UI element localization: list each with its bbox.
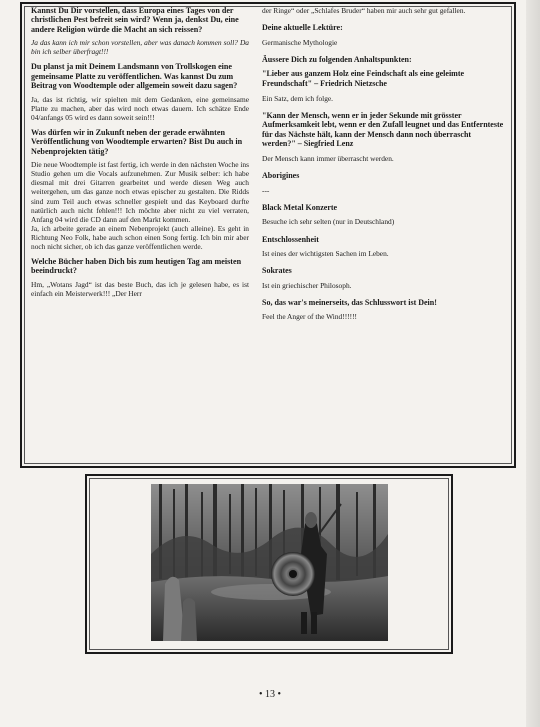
question: Deine aktuelle Lektüre: xyxy=(262,23,343,33)
answer: der Ringe“ oder „Schlafes Bruder“ haben mir auch sehr gut gefallen. xyxy=(262,6,466,15)
page-number: • 13 • xyxy=(258,689,281,700)
answer: Ja das kann ich mir schon vorstellen, aber was danach kommen soll? Da bin ich selber überfragt!!! xyxy=(31,38,249,57)
answer: Hm, „Wotans Jagd“ ist das beste Buch, das ich je gelesen habe, es ist einfach ein Meisterwerk!!! „Der Herr xyxy=(31,279,249,298)
quote: "Lieber aus ganzem Holz eine Feindschaft als eine geleimte Freundschaft" – Friedrich Nietzsche xyxy=(262,69,465,88)
question: Du planst ja mit Deinem Landsmann von Trollskogen eine gemeinsame Platte zu veröffentlichen. Was kannst Du zum Beitrag von Woodtemple oder allgemein soweit dazu sagen? xyxy=(31,62,238,91)
answer: Germanische Mythologie xyxy=(262,37,338,47)
answer: --- xyxy=(262,185,270,195)
quote: "Kann der Mensch, wenn er in jeder Sekunde mit grösster Aufmerksamkeit lebt, wenn er den Zufall leugnet und das Entfernteste für das Nächste hält, kann der Mensch dann noch überrascht werden?" – Siegfried Lenz xyxy=(262,110,504,149)
answer: Feel the Anger of the Wind!!!!!! xyxy=(262,312,357,322)
answer: Der Mensch kann immer überrascht werden. xyxy=(262,154,394,164)
right-column xyxy=(262,6,506,330)
page-edge xyxy=(526,0,540,727)
answer: Ein Satz, dem ich folge. xyxy=(262,93,334,103)
question: Äussere Dich zu folgenden Anhaltspunkten: xyxy=(262,54,412,64)
answer: Ja, das ist richtig, wir spielten mit dem Gedanken, eine gemeinsame Platte zu machen, aber das wird noch etwas dauern. Ich schätze Ende 04/anfangs 05 wird es dann soweit sein!!! xyxy=(31,94,249,122)
answer: Besuche ich sehr selten (nur in Deutschland) xyxy=(262,217,395,227)
question: Sokrates xyxy=(262,266,292,276)
question: Kannst Du Dir vorstellen, dass Europa eines Tages von der christlichen Pest befreit sein wird? Wenn ja, denkst Du, eine andere Religion würde die Macht an sich reissen? xyxy=(31,6,239,34)
question: Entschlossenheit xyxy=(262,234,319,244)
left-column xyxy=(31,6,249,304)
question: Black Metal Konzerte xyxy=(262,202,338,212)
answer: Die neue Woodtemple ist fast fertig, ich werde in den nächsten Woche ins Studio gehen um die Vocals aufzunehmen. Zur Musik selber: ich habe diesmal mit drei Gitarren gearbeitet und werde diesen Weg auch weitergehen, um das ganze noch etwas epischer zu gestalten. Die Ridds sind zum Teil auch etwas schneller gespielt und das Keyboard durfte natürlich auch nicht fehlen!!! Ich möchte aber nicht zu viel verraten, Anfang 04 wird die CD dann auf den Markt kommen. xyxy=(31,160,249,224)
question: Welche Bücher haben Dich bis zum heutigen Tag am meisten beeindruckt? xyxy=(31,257,242,276)
forest-warrior-photo xyxy=(151,484,388,641)
question: So, das war's meinerseits, das Schlusswort ist Dein! xyxy=(262,297,437,307)
answer: Ist eines der wichtigsten Sachen im Leben. xyxy=(262,249,389,259)
question: Was dürfen wir in Zukunft neben der gerade erwähnten Veröffentlichung von Woodtemple erwarten? Bist Du auch in Nebenprojekten tätig? xyxy=(31,127,243,156)
answer: Ja, ich arbeite gerade an einem Nebenprojekt (auch alleine). Es geht in Richtung Neo Folk, habe auch schon einen Song fertig. Ich bin mir aber noch nicht sicher, ob ich das ganze veröffentlichen werde. xyxy=(31,223,249,251)
question: Aborigines xyxy=(262,171,300,181)
answer: Ist ein griechischer Philosoph. xyxy=(262,280,352,290)
